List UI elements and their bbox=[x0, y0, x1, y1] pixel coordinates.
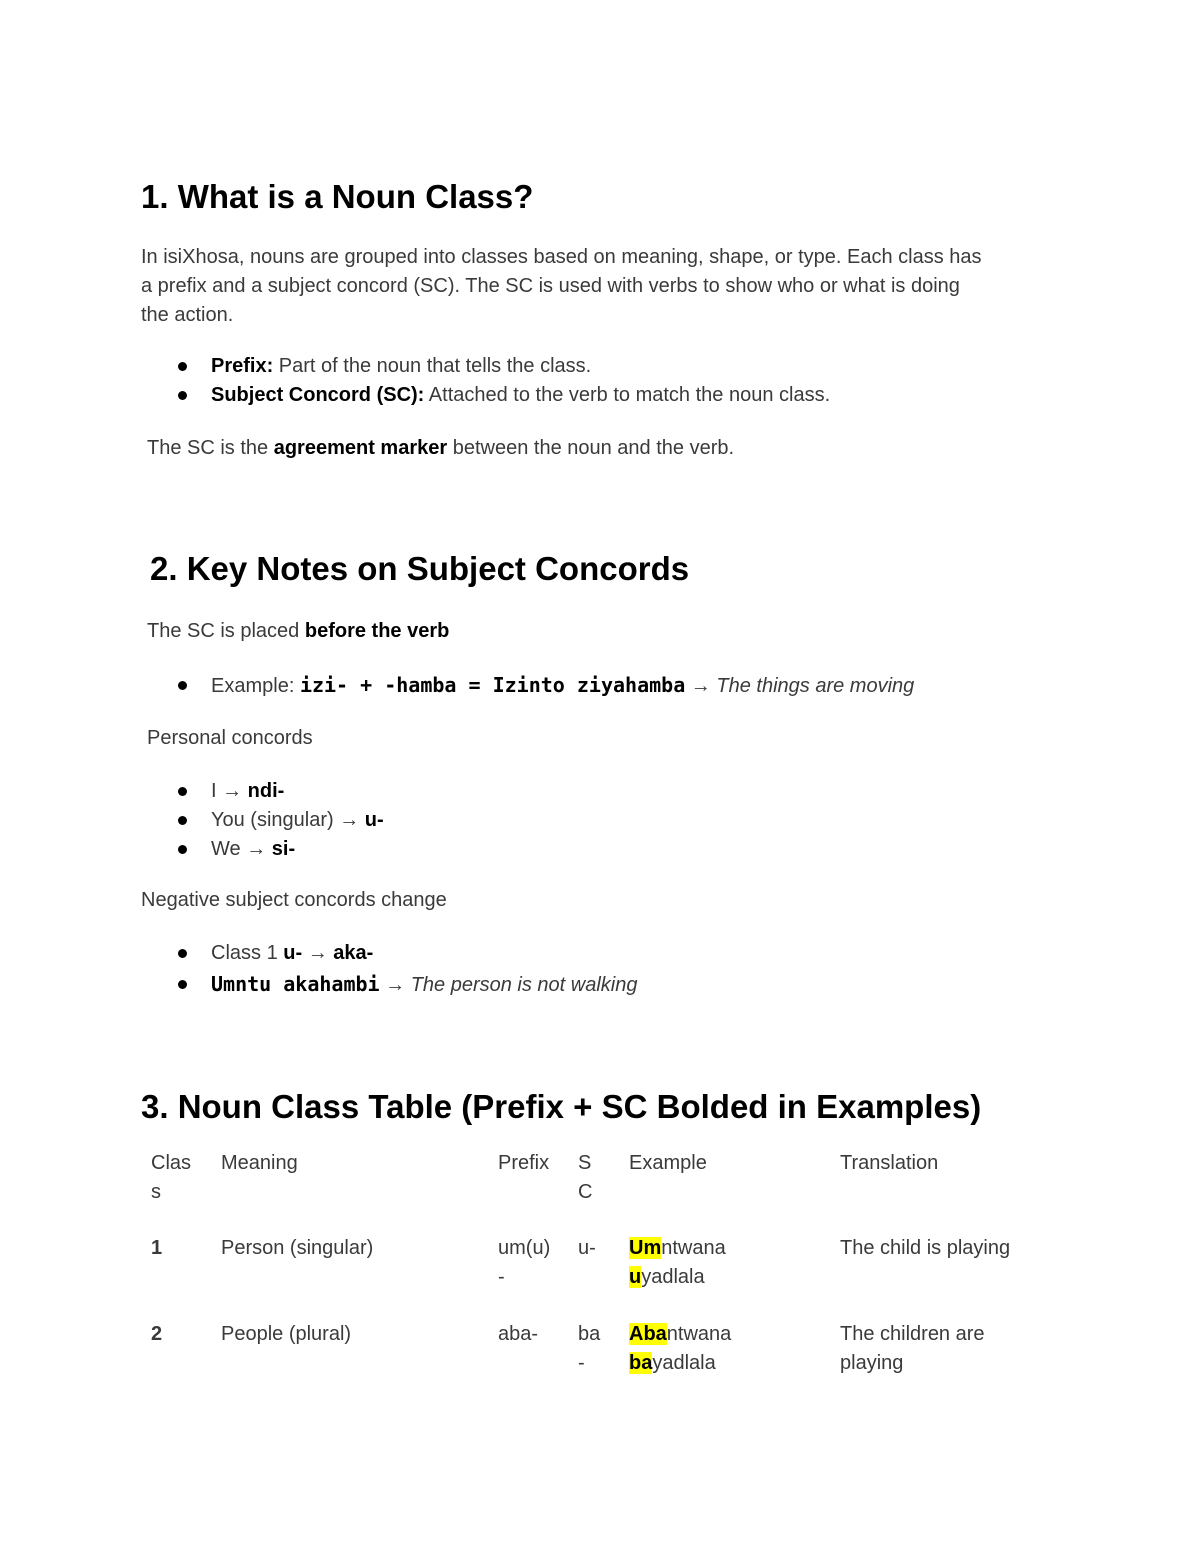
cell-class: 1 bbox=[151, 1237, 163, 1259]
bold-term: before the verb bbox=[304, 620, 450, 642]
paragraph-line: In isiXhosa, nouns are grouped into classes based on meaning, shape, or type. Each class has bbox=[141, 246, 982, 268]
term-definition: Part of the noun that tells the class. bbox=[273, 355, 592, 377]
example-line bbox=[629, 1234, 726, 1263]
bullet-icon bbox=[178, 681, 187, 690]
cell-text: ba bbox=[578, 1323, 601, 1345]
text-span: yadlala bbox=[652, 1352, 716, 1374]
list-item bbox=[141, 969, 638, 1001]
concord-value: u- bbox=[364, 809, 384, 831]
highlighted-prefix: Aba bbox=[629, 1323, 667, 1345]
cell-example bbox=[629, 1320, 731, 1378]
code-example: izi- + -hamba = Izinto ziyahamba bbox=[299, 673, 686, 697]
negative-concords-list bbox=[141, 938, 638, 1001]
section1-paragraph bbox=[141, 243, 982, 330]
cell-text: um(u) bbox=[498, 1237, 551, 1259]
header-translation: Translation bbox=[840, 1152, 939, 1174]
cell-sc bbox=[578, 1234, 596, 1263]
text-span: Class 1 bbox=[211, 942, 284, 964]
bullet-icon bbox=[178, 845, 187, 854]
term-definition: Attached to the verb to match the noun class. bbox=[424, 384, 831, 406]
bullet-icon bbox=[178, 391, 187, 400]
code-example: Umntu akahambi bbox=[211, 972, 380, 996]
header-text: s bbox=[151, 1181, 161, 1203]
header-prefix: Prefix bbox=[498, 1152, 550, 1174]
header-sc bbox=[578, 1149, 592, 1207]
section2-heading: 2. Key Notes on Subject Concords bbox=[150, 550, 690, 587]
header-class bbox=[151, 1149, 191, 1207]
highlighted-concord: ba bbox=[629, 1352, 653, 1374]
cell-text: u- bbox=[578, 1237, 596, 1259]
bullet-icon bbox=[178, 949, 187, 958]
text-span: yadlala bbox=[641, 1266, 705, 1288]
cell-meaning: Person (singular) bbox=[221, 1237, 374, 1259]
cell-translation bbox=[840, 1320, 985, 1378]
cell-translation bbox=[840, 1234, 1010, 1263]
bold-term: agreement marker bbox=[273, 437, 448, 459]
text-span: ntwana bbox=[666, 1323, 732, 1345]
cell-prefix bbox=[498, 1234, 550, 1292]
text-span: The SC is placed bbox=[147, 620, 305, 642]
highlighted-prefix: Um bbox=[629, 1237, 662, 1259]
text-span: We → bbox=[211, 838, 272, 860]
list-item bbox=[141, 938, 638, 969]
cell-class: 2 bbox=[151, 1323, 163, 1345]
section2-intro bbox=[147, 617, 449, 646]
section1-heading: 1. What is a Noun Class? bbox=[141, 178, 534, 215]
personal-concords-list bbox=[141, 777, 384, 864]
list-item bbox=[141, 671, 914, 701]
list-item bbox=[141, 352, 830, 381]
bullet-icon bbox=[178, 362, 187, 371]
term-label: Subject Concord (SC): bbox=[211, 384, 425, 406]
bullet-icon bbox=[178, 787, 187, 796]
cell-meaning: People (plural) bbox=[221, 1323, 352, 1345]
cell-prefix bbox=[498, 1320, 538, 1349]
cell-sc bbox=[578, 1320, 600, 1378]
header-text: Clas bbox=[151, 1152, 192, 1174]
example-line bbox=[629, 1263, 726, 1292]
text-span: between the noun and the verb. bbox=[447, 437, 735, 459]
text-span: I → bbox=[211, 780, 248, 802]
cell-text: The child is playing bbox=[840, 1237, 1011, 1259]
header-meaning: Meaning bbox=[221, 1152, 298, 1174]
concord-value: si- bbox=[271, 838, 296, 860]
term-label: Prefix: bbox=[211, 355, 274, 377]
header-example: Example bbox=[629, 1152, 707, 1174]
list-item bbox=[141, 806, 384, 835]
list-item bbox=[141, 777, 384, 806]
cell-text: playing bbox=[840, 1352, 904, 1374]
bullet-icon bbox=[178, 816, 187, 825]
text-span: You (singular) → bbox=[211, 809, 365, 831]
header-text: S bbox=[578, 1152, 592, 1174]
highlighted-concord: u bbox=[629, 1266, 642, 1288]
concord-value: ndi- bbox=[247, 780, 285, 802]
section3-heading: 3. Noun Class Table (Prefix + SC Bolded in Examples) bbox=[141, 1088, 982, 1125]
cell-example bbox=[629, 1234, 726, 1292]
example-translation: The things are moving bbox=[716, 675, 915, 697]
text-span: ntwana bbox=[661, 1237, 726, 1259]
cell-text: The children are bbox=[840, 1323, 985, 1345]
arrow-text: → bbox=[685, 675, 717, 697]
text-span: Example: bbox=[211, 675, 300, 697]
cell-text: - bbox=[498, 1266, 505, 1288]
section1-bullet-list bbox=[141, 352, 830, 410]
text-span: The SC is the bbox=[147, 437, 274, 459]
concord-value: aka- bbox=[333, 942, 374, 964]
paragraph-line: a prefix and a subject concord (SC). The SC is used with verbs to show who or what is doing bbox=[141, 275, 960, 297]
bullet-icon bbox=[178, 980, 187, 989]
example-line bbox=[629, 1349, 731, 1378]
list-item bbox=[141, 835, 384, 864]
arrow-text: → bbox=[302, 942, 334, 964]
concord-value: u- bbox=[283, 942, 303, 964]
cell-text: aba- bbox=[498, 1323, 539, 1345]
paragraph-line: the action. bbox=[141, 304, 234, 326]
example-translation: The person is not walking bbox=[410, 974, 638, 996]
cell-text: - bbox=[578, 1352, 585, 1374]
personal-concords-title: Personal concords bbox=[147, 727, 313, 749]
negative-concords-title: Negative subject concords change bbox=[141, 889, 447, 911]
example-line bbox=[629, 1320, 731, 1349]
header-text: C bbox=[578, 1181, 593, 1203]
example-list bbox=[141, 671, 914, 701]
arrow-text: → bbox=[379, 974, 411, 996]
section1-summary bbox=[147, 434, 734, 463]
list-item bbox=[141, 381, 830, 410]
